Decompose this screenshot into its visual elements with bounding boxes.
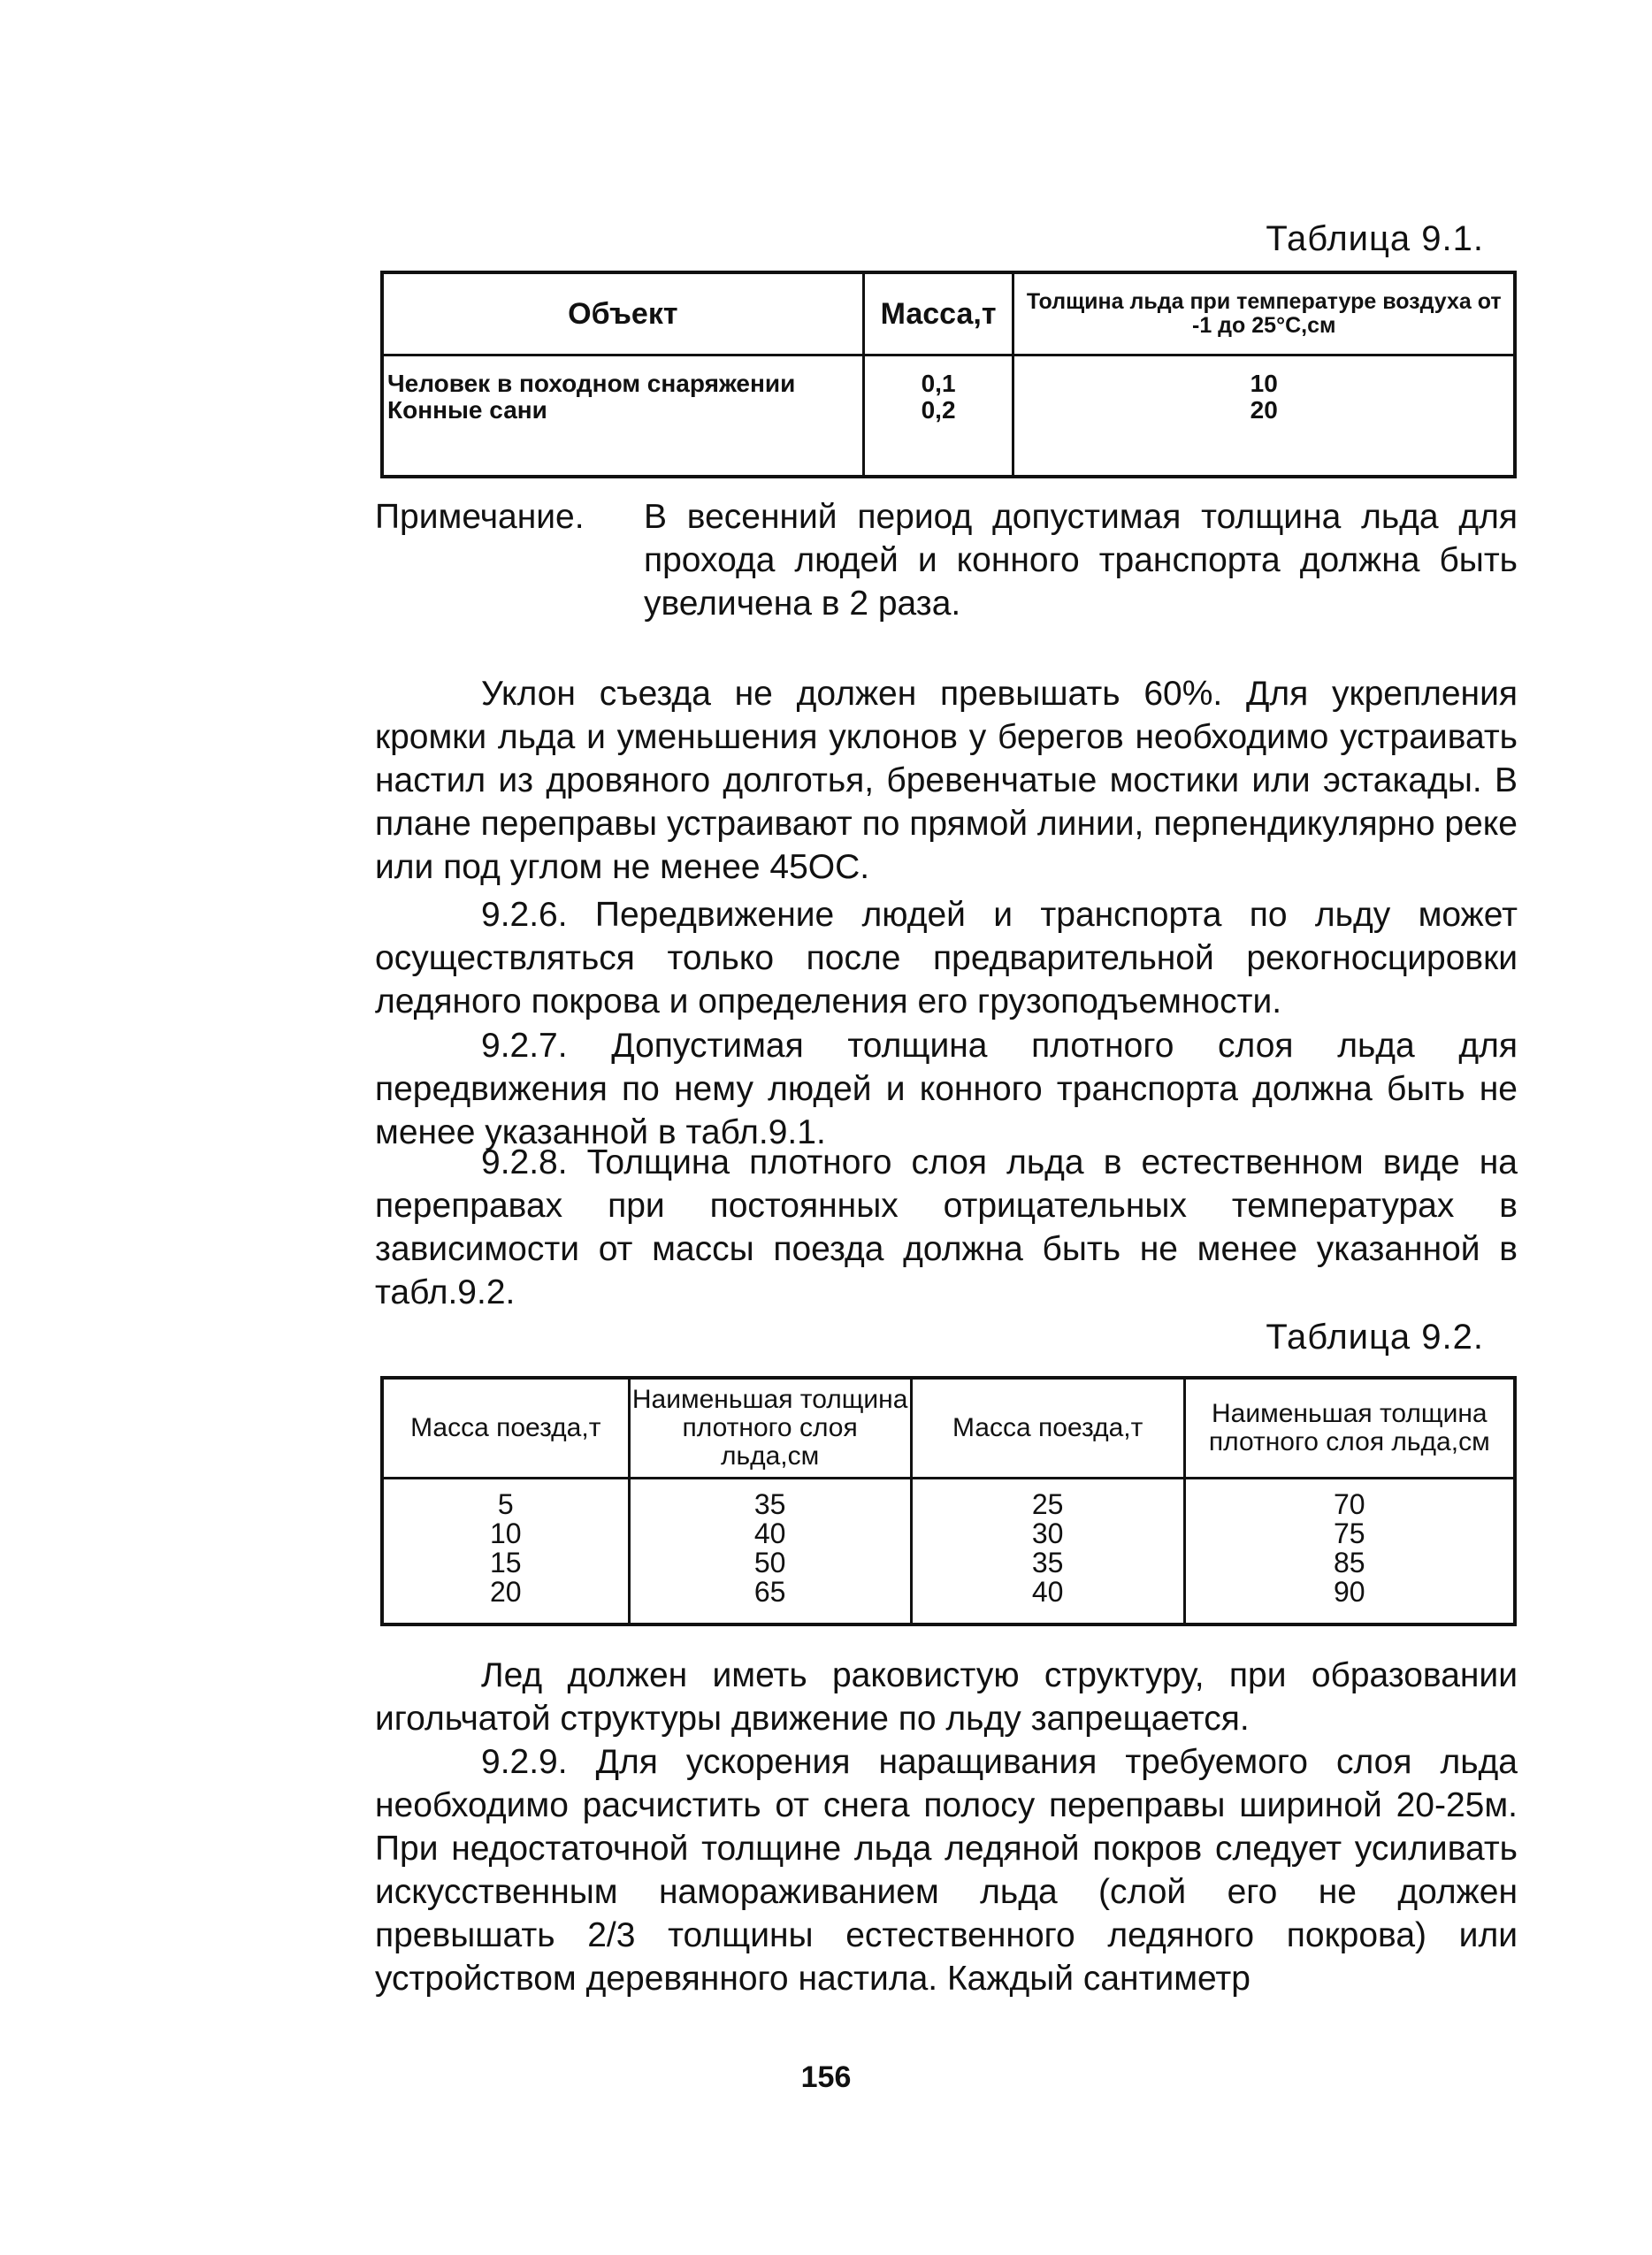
mass-column-a: 5 10 15 20 — [382, 1479, 629, 1625]
table-row — [382, 355, 1515, 478]
thickness-cell — [1013, 355, 1515, 478]
table1-caption: Таблица 9.1. — [1266, 219, 1484, 258]
header-min-thickness: Наименьшая толщина плотного слоя льда,см — [629, 1378, 911, 1479]
mass-value: 0,1 — [921, 370, 956, 397]
header-min-thickness: Наименьшая толщина плотного слоя льда,см — [1184, 1378, 1515, 1479]
thickness-column-a: 35 40 50 65 — [629, 1479, 911, 1625]
table-header-row — [382, 1378, 1515, 1479]
table2-caption: Таблица 9.2. — [1266, 1318, 1484, 1357]
note-text: В весенний период допустимая толщина льда для прохода людей и конного транспорта должна быть увеличена в 2 раза. — [644, 498, 1518, 623]
page-number: 156 — [800, 2060, 852, 2094]
paragraph-9-2-7: 9.2.7. Допустимая толщина плотного слоя льда для передвижения по нему людей и конного транспорта должна быть не менее указанной в табл.9.1. — [375, 1027, 1518, 1151]
mass-value: 0,2 — [921, 396, 956, 424]
mass-cell — [863, 355, 1013, 478]
paragraph-9-2-8: 9.2.8. Толщина плотного слоя льда в естественном виде на переправах при постоянных отрицательных температурах в зависимости от массы поезда должна быть не менее указанной в табл.9.2. — [375, 1143, 1518, 1311]
paragraph-slope: Уклон съезда не должен превышать 60%. Для укрепления кромки льда и уменьшения уклонов у берегов необходимо устраивать настил из дровяного долготья, бревенчатые мостики или эстакады. В плане переправы устраивают по прямой линии, перпендикулярно реке или под углом не менее 45ОС. — [375, 675, 1518, 886]
object-cell — [382, 355, 863, 478]
table-9-2 — [380, 1376, 1517, 1626]
paragraph-9-2-6: 9.2.6. Передвижение людей и транспорта по льду может осуществляться только после предварительной рекогносцировки ледяного покрова и определения его грузоподъемности. — [375, 896, 1518, 1020]
table-header-row — [382, 272, 1515, 355]
table-9-1 — [380, 271, 1517, 478]
thickness-value: 20 — [1250, 396, 1278, 424]
object-name: Человек в походном снаряжении — [387, 370, 796, 397]
header-train-mass: Масса поезда,т — [911, 1378, 1184, 1479]
table-row — [382, 1479, 1515, 1625]
paragraph-ice-structure: Лед должен иметь раковистую структуру, при образовании игольчатой структуры движение по льду запрещается. — [375, 1656, 1518, 1738]
note-label: Примечание. — [375, 498, 585, 536]
header-mass: Масса,т — [863, 272, 1013, 355]
header-train-mass: Масса поезда,т — [382, 1378, 629, 1479]
note — [375, 495, 1518, 625]
paragraph-9-2-9: 9.2.9. Для ускорения наращивания требуемого слоя льда необходимо расчистить от снега полосу переправы шириной 20-25м. При недостаточной толщине льда ледяной покров следует усиливать искусственным намораживанием льда (слой его не должен превышать 2/3 толщины естественного ледяного покрова) или устройством деревянного настила. Каждый сантиметр — [375, 1743, 1518, 1998]
thickness-column-b: 70 75 85 90 — [1184, 1479, 1515, 1625]
thickness-value: 10 — [1250, 370, 1278, 397]
header-object: Объект — [382, 272, 863, 355]
header-thickness: Толщина льда при температуре воздуха от -1 до 25°С,см — [1013, 272, 1515, 355]
object-name: Конные сани — [387, 396, 547, 424]
mass-column-b: 25 30 35 40 — [911, 1479, 1184, 1625]
